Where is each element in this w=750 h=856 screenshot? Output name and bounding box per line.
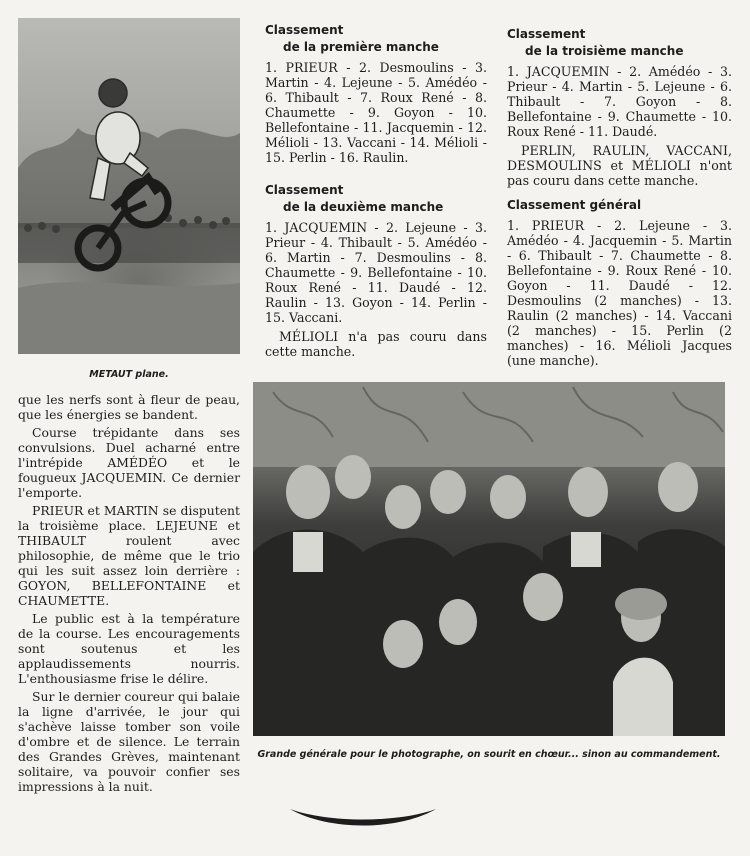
decorative-ornament (288, 805, 438, 829)
group-illustration (253, 382, 725, 736)
classement-general-title: Classement général (507, 198, 642, 212)
motocross-illustration (18, 18, 240, 354)
article-column (18, 392, 240, 797)
classement-manche-3-text: 1. JACQUEMIN - 2. Amédéo - 3. Prieur - 4. Martin - 5. Lejeune - 6. Thibault - 7. Goyon - 8. Bellefontaine - 9. Chaumette - 10. Roux René - 11. Daudé. (507, 64, 732, 139)
article-paragraph: Le public est à la température de la course. Les encouragements sont soutenus et les applaudissements nourris. L'enthousiasme frise le délire. (18, 611, 240, 686)
motocross-caption: METAUT plane. (89, 369, 169, 380)
article-paragraph: Sur le dernier coureur qui balaie la ligne d'arrivée, le jour qui s'achève laisse tomber son voile d'ombre et de silence. Le terrain des Grandes Grèves, maintenant solitaire, va pouvoir confier ses impressions à la nuit. (18, 689, 240, 794)
group-photo-caption: Grande générale pour le photographe, on sourit en chœur... sinon au commandement. (257, 749, 721, 760)
article-paragraph: Course trépidante dans ses convulsions. Duel acharné entre l'intrépide AMÉDÉO et le fougueux JACQUEMIN. Ce dernier l'emporte. (18, 425, 240, 500)
classement-manche-1-text: 1. PRIEUR - 2. Desmoulins - 3. Martin - 4. Lejeune - 5. Amédéo - 6. Thibault - 7. Roux René - 8. Chaumette - 9. Goyon - 10. Bellefontaine - 11. Jacquemin - 12. Mélioli - 13. Vaccani - 14. Mélioli - 15. Perlin - 16. Raulin. (265, 60, 487, 165)
classement-manche-2-text: 1. JACQUEMIN - 2. Lejeune - 3. Prieur - 4. Thibault - 5. Amédéo - 6. Martin - 7. Desmoulins - 8. Chaumette - 9. Bellefontaine - 10. Roux René - 11. Daudé - 12. Raulin - 13. Goyon - 14. Perlin - 15. Vaccani. (265, 220, 487, 325)
classement-general (507, 197, 732, 368)
classement-manche-2-note: MÉLIOLI n'a pas couru dans cette manche. (265, 329, 487, 359)
group-photo (253, 382, 725, 736)
article-paragraph: PRIEUR et MARTIN se disputent la troisième place. LEJEUNE et THIBAULT roulent avec philosophie, de même que le trio qui les suit assez loin derrière : GOYON, BELLEFONTAINE et CHAUMETTE. (18, 503, 240, 608)
classement-manche-2-title: Classement de la deuxième manche (265, 183, 444, 214)
classement-manche-1-title: Classement de la première manche (265, 23, 439, 54)
classement-manche-2 (265, 182, 487, 359)
classement-manche-3-note: PERLIN, RAULIN, VACCANI, DESMOULINS et MÉLIOLI n'ont pas couru dans cette manche. (507, 143, 732, 188)
classement-manche-3-title: Classement de la troisième manche (507, 27, 684, 58)
classement-manche-3 (507, 26, 732, 188)
motocross-photo (18, 18, 240, 354)
classement-general-text: 1. PRIEUR - 2. Lejeune - 3. Amédéo - 4. Jacquemin - 5. Martin - 6. Thibault - 7. Chaumette - 8. Bellefontaine - 9. Roux René - 10. Goyon - 11. Daudé - 12. Desmoulins (2 manches) - 13. Raulin (2 manches) - 14. Vaccani (2 manches) - 15. Perlin (2 manches) - 16. Mélioli Jacques (une manche). (507, 218, 732, 368)
classement-manche-1 (265, 22, 487, 165)
article-paragraph: que les nerfs sont à fleur de peau, que les énergies se bandent. (18, 392, 240, 422)
